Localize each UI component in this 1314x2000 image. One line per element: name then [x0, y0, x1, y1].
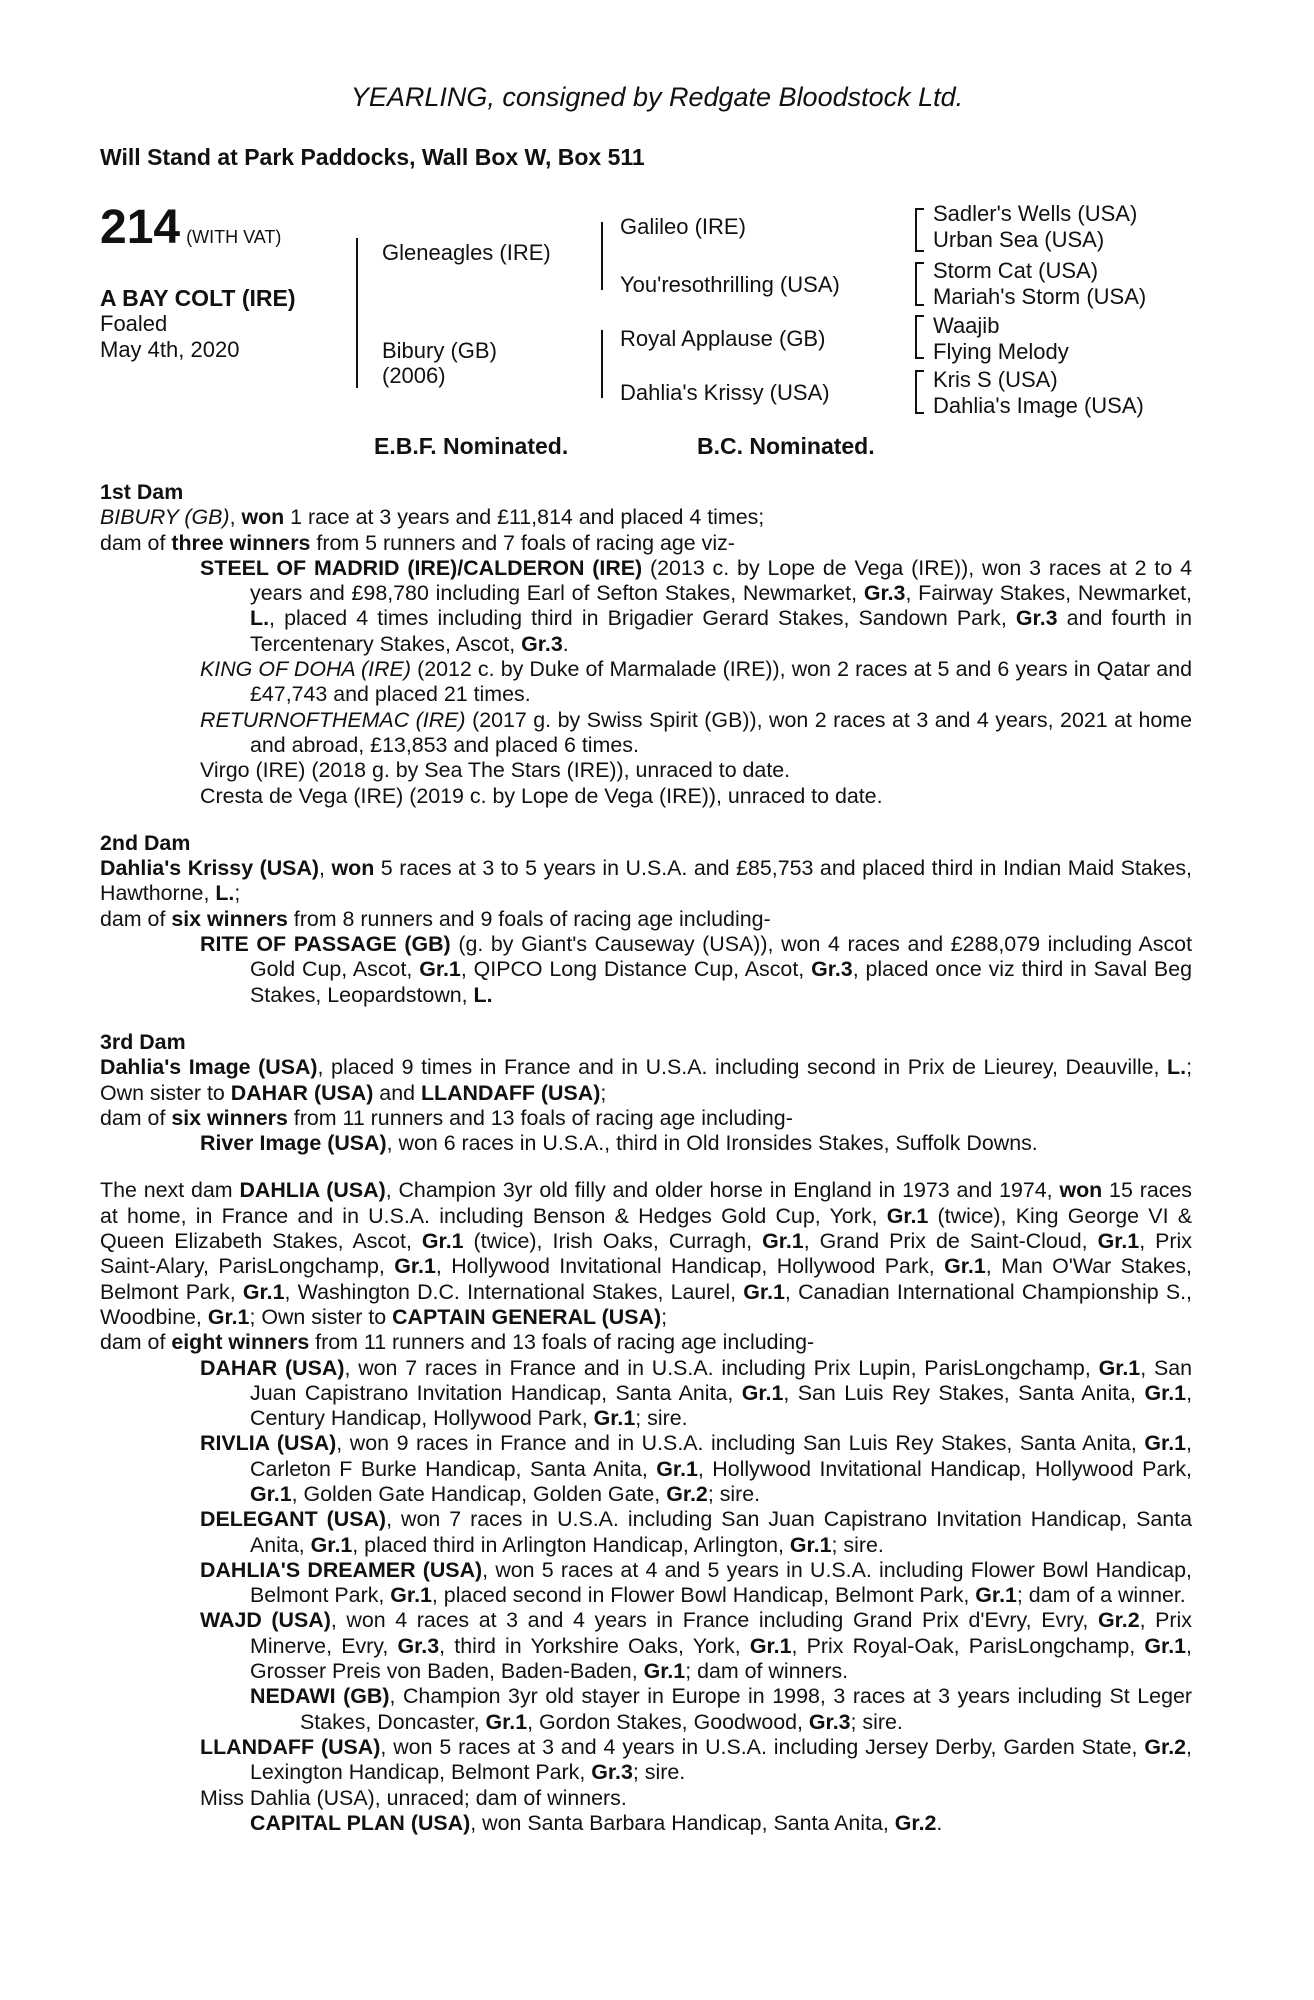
bold-text: Gr.1 — [1144, 1380, 1187, 1405]
lot-identity — [100, 285, 296, 363]
text-run: , third in Yorkshire Oaks, York, — [439, 1633, 750, 1658]
pedigree-g2-1: Sadler's Wells (USA) — [933, 201, 1138, 226]
dam-name: Bibury (GB) — [382, 338, 497, 363]
produce-list — [100, 556, 1192, 809]
bold-text: Gr.1 — [250, 1481, 292, 1506]
pedigree-bracket — [915, 370, 924, 414]
bold-text: Gr.1 — [394, 1254, 436, 1279]
produce-indent — [100, 1431, 1192, 1507]
text-run: , Gordon Stakes, Goodwood, — [527, 1709, 809, 1734]
dam-record — [100, 856, 1192, 907]
bold-text: LLANDAFF (USA) — [420, 1080, 601, 1105]
bold-text: Gr.1 — [643, 1659, 686, 1684]
dam-produce-summary — [100, 1330, 1192, 1355]
text-run: ; — [661, 1304, 668, 1329]
produce-entry — [200, 1131, 1192, 1156]
pedigree-g1-1: Galileo (IRE) — [620, 214, 746, 239]
bc-nomination: B.C. Nominated. — [697, 433, 875, 459]
bold-text: Gr.2 — [1097, 1608, 1140, 1633]
bold-text: six winners — [171, 906, 288, 931]
text-run: (2013 c. by Lope de Vega (IRE)), won 3 races at 2 to 4 years and £98,780 including Earl of Sefton Stakes, Newmarket, — [250, 555, 1192, 606]
pedigree-g2-4: Mariah's Storm (USA) — [933, 284, 1147, 309]
produce-entry — [200, 1786, 1192, 1811]
text-run: dam of — [100, 906, 172, 931]
text-run: , won 5 races at 4 and 5 years in U.S.A. including Flower Bowl Handicap, Belmont Park, — [250, 1557, 1193, 1608]
pedigree-bracket — [915, 208, 924, 252]
text-run: , won Santa Barbara Handicap, Santa Anita, — [470, 1810, 895, 1835]
bold-text: three winners — [171, 530, 311, 555]
foaled-label: Foaled — [100, 311, 168, 336]
text-run: , won 7 races in U.S.A. including San Juan Capistrano Invitation Handicap, Santa Anita, — [250, 1507, 1192, 1557]
produce-list — [100, 1356, 1192, 1837]
bold-text: DAHLIA'S DREAMER (USA) — [200, 1557, 483, 1582]
produce-entry — [200, 657, 1192, 708]
produce-indent — [100, 1507, 1192, 1558]
text-run: , Prix Royal-Oak, ParisLongchamp, — [791, 1633, 1145, 1658]
produce-indent — [100, 1786, 1192, 1811]
produce-entry — [200, 932, 1192, 1008]
pedigree-g2-3: Storm Cat (USA) — [933, 258, 1099, 283]
text-run: ; sire. — [850, 1709, 903, 1734]
bold-text: DELEGANT (USA) — [200, 1507, 387, 1532]
dam-year: (2006) — [382, 363, 446, 388]
text-run: , San Juan Capistrano Invitation Handicap, Santa Anita, — [250, 1355, 1193, 1405]
bold-text: Gr.1 — [485, 1709, 528, 1734]
catalogue-body — [100, 480, 1192, 1836]
bold-text: STEEL OF MADRID (IRE)/CALDERON (IRE) — [200, 555, 643, 580]
text-run: 15 races at home, in France and in U.S.A. including Benson & Hedges Gold Cup, York, — [100, 1178, 1192, 1228]
text-run: , Golden Gate Handicap, Golden Gate, — [291, 1481, 667, 1506]
text-run: , placed 9 times in France and in U.S.A. including second in Prix de Lieurey, Deauville, — [317, 1055, 1168, 1080]
bold-text: Dahlia's Krissy (USA) — [100, 856, 320, 881]
text-run: , won 5 races at 3 and 4 years in U.S.A. including Jersey Derby, Garden State, — [380, 1734, 1145, 1759]
produce-entry — [200, 1558, 1192, 1609]
bold-text: Gr.1 — [421, 1229, 464, 1254]
text-run: (2017 g. by Swiss Spirit (GB)), won 2 races at 3 and 4 years, 2021 at home and abroad, £13,853 and placed 6 times. — [250, 707, 1192, 757]
pedigree-g2-6: Flying Melody — [933, 339, 1069, 364]
text-run: , placed once viz third in Saval Beg Stakes, Leopardstown, — [250, 957, 1192, 1007]
pedigree-g1-2: You'resothrilling (USA) — [620, 272, 840, 297]
dam-produce-summary — [100, 1106, 1192, 1131]
text-run: , Hollywood Invitational Handicap, Hollywood Park, — [435, 1254, 945, 1279]
text-run: The next dam — [100, 1178, 240, 1203]
lot-heading — [100, 200, 281, 255]
lot-number: 214 — [100, 201, 181, 254]
text-run: (twice), King George VI & Queen Elizabeth Stakes, Ascot, — [100, 1203, 1192, 1254]
bold-text: six winners — [171, 1105, 288, 1130]
bold-text: Gr.2 — [1144, 1734, 1187, 1759]
text-run: (2012 c. by Duke of Marmalade (IRE)), won 2 races at 5 and 6 years in Qatar and £47,743 and placed 21 times. — [250, 657, 1192, 707]
text-run: . — [936, 1810, 943, 1835]
produce-entry — [200, 784, 1192, 809]
dam-produce-summary — [100, 907, 1192, 932]
consignment-line: YEARLING, consigned by Redgate Bloodstock Ltd. — [350, 82, 964, 112]
text-run: 1 race at 3 years and £11,814 and placed 4 times; — [284, 505, 765, 530]
bold-text: L. — [473, 982, 493, 1007]
bold-text: Gr.3 — [808, 1709, 851, 1734]
text-run: 5 races at 3 to 5 years in U.S.A. and £85,753 and placed third in Indian Maid Stakes, Hawthorne, — [100, 856, 1192, 906]
bold-text: WAJD (USA) — [200, 1608, 331, 1633]
pedigree-g2-8: Dahlia's Image (USA) — [933, 393, 1144, 418]
bold-text: Gr.1 — [207, 1304, 250, 1329]
text-run: ; sire. — [632, 1760, 686, 1785]
bold-text: Gr.2 — [894, 1810, 937, 1835]
bold-text: LLANDAFF (USA) — [200, 1734, 381, 1759]
produce-entry — [200, 758, 1192, 783]
bold-text: RITE OF PASSAGE (GB) — [200, 932, 451, 957]
bold-text: Gr.1 — [390, 1583, 432, 1608]
text-run: , placed 4 times including third in Brigadier Gerard Stakes, Sandown Park, — [269, 606, 1016, 631]
section-heading: 2nd Dam — [100, 830, 191, 855]
horse-name: A BAY COLT (IRE) — [100, 285, 296, 311]
text-run: Cresta de Vega (IRE) (2019 c. by Lope de Vega (IRE)), unraced to date. — [200, 783, 883, 808]
text-run: ; sire. — [831, 1532, 884, 1557]
sire-name: Gleneagles (IRE) — [382, 240, 551, 265]
text-run: , Lexington Handicap, Belmont Park, — [250, 1734, 1192, 1785]
bold-text: Gr.3 — [397, 1633, 440, 1658]
text-run: , Champion 3yr old filly and older horse in England in 1973 and 1974, — [385, 1178, 1060, 1203]
ebf-nomination: E.B.F. Nominated. — [374, 433, 569, 459]
produce-entry — [200, 556, 1192, 657]
bold-text: eight winners — [171, 1330, 310, 1355]
italic-text: KING OF DOHA (IRE) — [200, 657, 411, 682]
produce-entry — [200, 708, 1192, 759]
bold-text: DAHLIA (USA) — [239, 1178, 386, 1203]
text-run: ; sire. — [707, 1481, 761, 1506]
bold-text: Gr.1 — [944, 1254, 986, 1279]
section-heading: 3rd Dam — [100, 1029, 186, 1054]
dam-record — [100, 505, 1192, 530]
bold-text: Gr.3 — [863, 581, 906, 606]
bold-text: Dahlia's Image (USA) — [100, 1055, 318, 1080]
bold-text: L. — [215, 881, 235, 906]
text-run: , Fairway Stakes, Newmarket, — [905, 581, 1192, 606]
produce-entry — [200, 1431, 1192, 1507]
bold-text: Gr.1 — [741, 1380, 784, 1405]
produce-indent — [100, 1684, 1192, 1735]
bold-text: Gr.1 — [593, 1406, 636, 1431]
second-dam-section — [100, 831, 1192, 1008]
bold-text: Gr.3 — [521, 631, 563, 656]
dam-produce-summary — [100, 531, 1192, 556]
bold-text: Gr.1 — [419, 957, 461, 982]
bold-text: CAPTAIN GENERAL (USA) — [392, 1304, 662, 1329]
bold-text: L. — [250, 606, 270, 631]
text-run: , Champion 3yr old stayer in Europe in 1998, 3 races at 3 years including St Leger Stakes, Doncaster, — [300, 1684, 1192, 1734]
text-run: , Washington D.C. International Stakes, Laurel, — [284, 1279, 744, 1304]
text-run: from 11 runners and 13 foals of racing age including- — [287, 1105, 793, 1130]
bold-text: Gr.1 — [975, 1583, 1017, 1608]
text-run: , Century Handicap, Hollywood Park, — [250, 1380, 1193, 1431]
text-run: , won 7 races in France and in U.S.A. including Prix Lupin, ParisLongchamp, — [344, 1355, 1099, 1380]
dam-record — [100, 1055, 1192, 1106]
pedigree-bracket — [915, 262, 924, 306]
bold-text: Gr.1 — [886, 1203, 929, 1228]
text-run: Miss Dahlia (USA), unraced; dam of winners. — [200, 1785, 627, 1810]
produce-indent — [100, 1608, 1192, 1684]
text-run: , — [229, 505, 242, 530]
produce-indent — [100, 1558, 1192, 1609]
text-run: , won 9 races in France and in U.S.A. including San Luis Rey Stakes, Santa Anita, — [336, 1431, 1145, 1456]
bold-text: DAHAR (USA) — [230, 1080, 374, 1105]
text-run: ; dam of winners. — [685, 1659, 849, 1684]
produce-list — [100, 1131, 1192, 1156]
produce-entry — [250, 1684, 1192, 1735]
pedigree-g2-7: Kris S (USA) — [933, 367, 1058, 392]
vat-label: (WITH VAT) — [186, 227, 282, 247]
text-run: from 5 runners and 7 foals of racing age viz- — [310, 530, 735, 555]
produce-entry — [200, 1735, 1192, 1786]
foaled-date: May 4th, 2020 — [100, 337, 240, 362]
bold-text: Gr.1 — [1144, 1431, 1187, 1456]
first-dam-section — [100, 480, 1192, 809]
text-run: dam of — [100, 1105, 172, 1130]
bold-text: Gr.3 — [591, 1760, 633, 1785]
text-run: , won 4 races at 3 and 4 years in France including Grand Prix d'Evry, Evry, — [330, 1608, 1098, 1633]
text-run: . — [562, 631, 569, 656]
text-run: , placed third in Arlington Handicap, Arlington, — [352, 1532, 790, 1557]
text-run: dam of — [100, 530, 172, 555]
bold-text: Gr.1 — [1097, 1229, 1140, 1254]
italic-text: BIBURY (GB) — [100, 505, 230, 530]
bold-text: Gr.1 — [1098, 1355, 1141, 1380]
text-run: , Prix Minerve, Evry, — [250, 1608, 1192, 1658]
pedigree-bracket — [356, 238, 358, 388]
text-run: (twice), Irish Oaks, Curragh, — [463, 1229, 763, 1254]
bold-text: Gr.1 — [242, 1279, 285, 1304]
text-run: , Canadian International Championship S., Woodbine, — [100, 1279, 1192, 1329]
text-run: from 11 runners and 13 foals of racing age including- — [309, 1330, 815, 1355]
text-run: , Man O'War Stakes, Belmont Park, — [100, 1254, 1192, 1304]
bold-text: Gr.1 — [310, 1532, 353, 1557]
bold-text: Gr.1 — [1144, 1633, 1187, 1658]
bold-text: NEDAWI (GB) — [250, 1684, 390, 1709]
produce-entry — [200, 1507, 1192, 1558]
bold-text: Gr.3 — [1015, 606, 1058, 631]
text-run: , Prix Saint-Alary, ParisLongchamp, — [100, 1229, 1192, 1279]
bold-text: Gr.3 — [811, 957, 853, 982]
bold-text: Gr.1 — [762, 1229, 804, 1254]
pedigree-bracket — [601, 222, 603, 290]
text-run: (g. by Giant's Causeway (USA)), won 4 races and £288,079 including Ascot Gold Cup, Ascot, — [250, 932, 1193, 982]
section-heading: 1st Dam — [100, 480, 184, 504]
text-run: ; dam of a winner. — [1016, 1583, 1186, 1608]
text-run: ; Own sister to — [249, 1304, 393, 1329]
bold-text: won — [1059, 1178, 1103, 1203]
pedigree-g2-2: Urban Sea (USA) — [933, 227, 1105, 252]
produce-entry — [200, 1356, 1192, 1432]
bold-text: won — [241, 505, 285, 530]
text-run: from 8 runners and 9 foals of racing age including- — [287, 906, 771, 931]
bold-text: Gr.2 — [666, 1481, 708, 1506]
text-run: dam of — [100, 1330, 172, 1355]
text-run: , placed second in Flower Bowl Handicap, Belmont Park, — [431, 1583, 976, 1608]
produce-indent — [100, 1811, 1192, 1836]
bold-text: CAPITAL PLAN (USA) — [250, 1810, 471, 1835]
pedigree-bracket — [601, 330, 603, 398]
text-run: Virgo (IRE) (2018 g. by Sea The Stars (IRE)), unraced to date. — [200, 758, 791, 783]
bold-text: River Image (USA) — [200, 1131, 387, 1156]
bold-text: Gr.1 — [743, 1279, 785, 1304]
pedigree-g1-4: Dahlia's Krissy (USA) — [620, 380, 830, 405]
text-run: , Grosser Preis von Baden, Baden-Baden, — [250, 1633, 1192, 1684]
text-run: ; sire. — [635, 1406, 688, 1431]
text-run: , — [319, 856, 332, 881]
text-run: ; Own sister to — [100, 1055, 1193, 1105]
text-run: ; — [234, 881, 241, 906]
text-run: , QIPCO Long Distance Cup, Ascot, — [460, 957, 812, 982]
dam-record — [100, 1178, 1192, 1330]
bold-text: Gr.1 — [789, 1532, 832, 1557]
bold-text: L. — [1167, 1055, 1187, 1080]
produce-entry — [250, 1811, 1192, 1836]
text-run: , Carleton F Burke Handicap, Santa Anita, — [250, 1431, 1192, 1481]
produce-indent — [100, 1356, 1192, 1432]
text-run: ; — [600, 1080, 607, 1105]
produce-indent — [100, 1735, 1192, 1786]
bold-text: RIVLIA (USA) — [200, 1431, 337, 1456]
third-dam-section — [100, 1030, 1192, 1156]
bold-text: Gr.1 — [656, 1456, 698, 1481]
text-run: , Grand Prix de Saint-Cloud, — [803, 1229, 1098, 1254]
bold-text: Gr.1 — [749, 1633, 792, 1658]
pedigree-g1-3: Royal Applause (GB) — [620, 326, 826, 351]
pedigree-g2-5: Waajib — [933, 313, 1000, 338]
italic-text: RETURNOFTHEMAC (IRE) — [200, 707, 466, 732]
produce-entry — [200, 1608, 1192, 1684]
text-run: , Hollywood Invitational Handicap, Hollywood Park, — [697, 1456, 1192, 1481]
text-run: , San Luis Rey Stakes, Santa Anita, — [783, 1380, 1145, 1405]
stand-location: Will Stand at Park Paddocks, Wall Box W, Box 511 — [100, 144, 645, 170]
produce-list — [100, 932, 1192, 1008]
text-run: and — [373, 1080, 421, 1105]
text-run: , won 6 races in U.S.A., third in Old Ironsides Stakes, Suffolk Downs. — [386, 1131, 1038, 1156]
bold-text: won — [331, 856, 375, 881]
text-run: and fourth in Tercentenary Stakes, Ascot, — [250, 606, 1192, 656]
next-dam-section — [100, 1178, 1192, 1836]
pedigree-bracket — [915, 315, 924, 359]
bold-text: DAHAR (USA) — [200, 1355, 345, 1380]
